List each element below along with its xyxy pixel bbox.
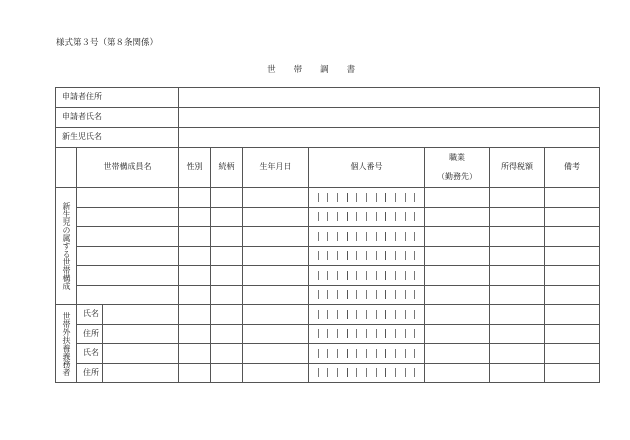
household-row bbox=[56, 227, 600, 247]
relationship-field[interactable] bbox=[211, 305, 243, 325]
taxable-income-field[interactable] bbox=[490, 266, 545, 286]
relationship-field[interactable] bbox=[211, 188, 243, 208]
digit-separator-tick bbox=[405, 349, 406, 358]
digit-separator-tick bbox=[366, 368, 367, 377]
digit-separator-tick bbox=[356, 271, 357, 280]
household-section-label: 新生児の属する世帯構成 bbox=[62, 202, 71, 290]
digit-separator-tick bbox=[327, 310, 328, 319]
household-section-label-cell bbox=[56, 188, 77, 305]
taxable-income-field[interactable] bbox=[490, 246, 545, 266]
gender-field[interactable] bbox=[179, 246, 211, 266]
column-header-row bbox=[56, 148, 600, 188]
digit-separator-tick bbox=[414, 310, 415, 319]
newborn-name-field[interactable] bbox=[179, 128, 600, 148]
dependent-row bbox=[56, 324, 600, 344]
relationship-field[interactable] bbox=[211, 227, 243, 247]
member-name-field[interactable] bbox=[77, 227, 179, 247]
digit-separator-tick bbox=[318, 368, 319, 377]
my-number-digit-group bbox=[347, 310, 386, 319]
digit-separator-tick bbox=[414, 251, 415, 260]
remarks-field[interactable] bbox=[545, 246, 600, 266]
my-number-field[interactable] bbox=[309, 246, 425, 266]
my-number-digit-group bbox=[385, 271, 424, 280]
digit-separator-tick bbox=[318, 310, 319, 319]
birthdate-field[interactable] bbox=[243, 285, 309, 305]
digit-separator-tick bbox=[327, 368, 328, 377]
header-occupation-sub: （勤務先） bbox=[437, 171, 478, 181]
digit-separator-tick bbox=[405, 310, 406, 319]
birthdate-field[interactable] bbox=[243, 363, 309, 383]
digit-separator-tick bbox=[405, 193, 406, 202]
taxable-income-field[interactable] bbox=[490, 285, 545, 305]
digit-separator-tick bbox=[366, 310, 367, 319]
gender-field[interactable] bbox=[179, 324, 211, 344]
digit-separator-tick bbox=[366, 232, 367, 241]
relationship-field[interactable] bbox=[211, 246, 243, 266]
digit-separator-tick bbox=[337, 290, 338, 299]
applicant-address-row bbox=[56, 88, 600, 108]
my-number-digit-group bbox=[385, 290, 424, 299]
digit-separator-tick bbox=[405, 251, 406, 260]
member-name-field[interactable] bbox=[77, 188, 179, 208]
digit-separator-tick bbox=[337, 329, 338, 338]
my-number-digit-group bbox=[347, 232, 386, 241]
digit-separator-tick bbox=[376, 193, 377, 202]
my-number-digit-grid bbox=[309, 368, 424, 377]
digit-separator-tick bbox=[414, 349, 415, 358]
relationship-field[interactable] bbox=[211, 266, 243, 286]
my-number-digit-group bbox=[347, 349, 386, 358]
relationship-field[interactable] bbox=[211, 285, 243, 305]
header-occupation bbox=[425, 148, 490, 188]
applicant-name-field[interactable] bbox=[179, 108, 600, 128]
occupation-field[interactable] bbox=[425, 324, 490, 344]
my-number-digit-group bbox=[347, 368, 386, 377]
header-member-name: 世帯構成員名 bbox=[77, 148, 179, 188]
relationship-field[interactable] bbox=[211, 344, 243, 364]
digit-separator-tick bbox=[376, 212, 377, 221]
header-birthdate: 生年月日 bbox=[243, 148, 309, 188]
applicant-name-label: 申請者氏名 bbox=[56, 108, 179, 128]
gender-field[interactable] bbox=[179, 266, 211, 286]
remarks-field[interactable] bbox=[545, 324, 600, 344]
my-number-digit-group bbox=[309, 251, 347, 260]
my-number-digit-group bbox=[347, 329, 386, 338]
dependent-row bbox=[56, 363, 600, 383]
digit-separator-tick bbox=[337, 271, 338, 280]
digit-separator-tick bbox=[405, 271, 406, 280]
applicant-address-label: 申請者住所 bbox=[56, 88, 179, 108]
header-occupation-label: 職業 bbox=[449, 153, 466, 163]
digit-separator-tick bbox=[366, 290, 367, 299]
my-number-digit-group bbox=[385, 232, 424, 241]
my-number-field[interactable] bbox=[309, 207, 425, 227]
digit-separator-tick bbox=[327, 251, 328, 260]
digit-separator-tick bbox=[405, 212, 406, 221]
digit-separator-tick bbox=[337, 349, 338, 358]
header-relationship: 続柄 bbox=[211, 148, 243, 188]
digit-separator-tick bbox=[405, 368, 406, 377]
dependents-section-label: 世帯外扶養義務者 bbox=[62, 311, 71, 376]
my-number-field[interactable] bbox=[309, 188, 425, 208]
dependent-row-label: 氏名 bbox=[77, 344, 103, 364]
digit-separator-tick bbox=[318, 193, 319, 202]
digit-separator-tick bbox=[327, 349, 328, 358]
dependents-section-label-cell bbox=[56, 305, 77, 383]
digit-separator-tick bbox=[376, 232, 377, 241]
my-number-field[interactable] bbox=[309, 305, 425, 325]
my-number-digit-group bbox=[309, 349, 347, 358]
occupation-field[interactable] bbox=[425, 207, 490, 227]
digit-separator-tick bbox=[327, 193, 328, 202]
digit-separator-tick bbox=[395, 193, 396, 202]
digit-separator-tick bbox=[327, 329, 328, 338]
my-number-digit-grid bbox=[309, 310, 424, 319]
digit-separator-tick bbox=[356, 212, 357, 221]
household-row bbox=[56, 285, 600, 305]
birthdate-field[interactable] bbox=[243, 227, 309, 247]
digit-separator-tick bbox=[376, 368, 377, 377]
dependent-row bbox=[56, 305, 600, 325]
household-row bbox=[56, 246, 600, 266]
digit-separator-tick bbox=[337, 212, 338, 221]
relationship-field[interactable] bbox=[211, 207, 243, 227]
digit-separator-tick bbox=[376, 251, 377, 260]
remarks-field[interactable] bbox=[545, 207, 600, 227]
occupation-field[interactable] bbox=[425, 305, 490, 325]
dependent-row bbox=[56, 344, 600, 364]
gender-field[interactable] bbox=[179, 227, 211, 247]
digit-separator-tick bbox=[376, 349, 377, 358]
digit-separator-tick bbox=[405, 290, 406, 299]
occupation-field[interactable] bbox=[425, 285, 490, 305]
remarks-field[interactable] bbox=[545, 266, 600, 286]
dependent-value-field[interactable] bbox=[103, 344, 179, 364]
my-number-digit-group bbox=[347, 251, 386, 260]
my-number-digit-group bbox=[309, 232, 347, 241]
my-number-field[interactable] bbox=[309, 266, 425, 286]
digit-separator-tick bbox=[395, 310, 396, 319]
household-form-table bbox=[55, 87, 600, 383]
digit-separator-tick bbox=[366, 251, 367, 260]
occupation-field[interactable] bbox=[425, 266, 490, 286]
household-row bbox=[56, 207, 600, 227]
taxable-income-field[interactable] bbox=[490, 344, 545, 364]
digit-separator-tick bbox=[376, 310, 377, 319]
birthdate-field[interactable] bbox=[243, 188, 309, 208]
newborn-name-row bbox=[56, 128, 600, 148]
digit-separator-tick bbox=[414, 232, 415, 241]
digit-separator-tick bbox=[395, 271, 396, 280]
taxable-income-field[interactable] bbox=[490, 207, 545, 227]
my-number-digit-grid bbox=[309, 251, 424, 260]
my-number-digit-group bbox=[385, 368, 424, 377]
my-number-field[interactable] bbox=[309, 324, 425, 344]
header-my-number: 個人番号 bbox=[309, 148, 425, 188]
digit-separator-tick bbox=[356, 329, 357, 338]
digit-separator-tick bbox=[405, 232, 406, 241]
remarks-field[interactable] bbox=[545, 285, 600, 305]
my-number-digit-group bbox=[347, 271, 386, 280]
my-number-digit-group bbox=[385, 193, 424, 202]
digit-separator-tick bbox=[395, 212, 396, 221]
digit-separator-tick bbox=[337, 368, 338, 377]
my-number-digit-group bbox=[347, 193, 386, 202]
my-number-digit-grid bbox=[309, 290, 424, 299]
relationship-field[interactable] bbox=[211, 324, 243, 344]
occupation-field[interactable] bbox=[425, 246, 490, 266]
my-number-digit-group bbox=[309, 368, 347, 377]
dependent-row-label: 住所 bbox=[77, 324, 103, 344]
birthdate-field[interactable] bbox=[243, 324, 309, 344]
header-remarks: 備考 bbox=[545, 148, 600, 188]
digit-separator-tick bbox=[395, 251, 396, 260]
form-number: 様式第３号（第８条関係） bbox=[56, 38, 159, 48]
digit-separator-tick bbox=[414, 212, 415, 221]
birthdate-field[interactable] bbox=[243, 305, 309, 325]
digit-separator-tick bbox=[318, 232, 319, 241]
relationship-field[interactable] bbox=[211, 363, 243, 383]
digit-separator-tick bbox=[318, 329, 319, 338]
my-number-digit-grid bbox=[309, 232, 424, 241]
digit-separator-tick bbox=[395, 329, 396, 338]
my-number-digit-group bbox=[385, 212, 424, 221]
my-number-digit-group bbox=[309, 290, 347, 299]
my-number-digit-grid bbox=[309, 329, 424, 338]
my-number-field[interactable] bbox=[309, 344, 425, 364]
my-number-digit-grid bbox=[309, 212, 424, 221]
dependent-row-label: 住所 bbox=[77, 363, 103, 383]
member-name-field[interactable] bbox=[77, 246, 179, 266]
digit-separator-tick bbox=[366, 349, 367, 358]
taxable-income-field[interactable] bbox=[490, 188, 545, 208]
digit-separator-tick bbox=[318, 251, 319, 260]
remarks-field[interactable] bbox=[545, 227, 600, 247]
digit-separator-tick bbox=[414, 329, 415, 338]
gender-field[interactable] bbox=[179, 305, 211, 325]
my-number-digit-group bbox=[385, 349, 424, 358]
my-number-digit-group bbox=[309, 310, 347, 319]
digit-separator-tick bbox=[318, 290, 319, 299]
header-blank-cell bbox=[56, 148, 77, 188]
digit-separator-tick bbox=[395, 290, 396, 299]
digit-separator-tick bbox=[337, 251, 338, 260]
birthdate-field[interactable] bbox=[243, 207, 309, 227]
taxable-income-field[interactable] bbox=[490, 363, 545, 383]
my-number-digit-group bbox=[309, 212, 347, 221]
my-number-digit-group bbox=[309, 193, 347, 202]
applicant-name-row bbox=[56, 108, 600, 128]
digit-separator-tick bbox=[327, 290, 328, 299]
gender-field[interactable] bbox=[179, 363, 211, 383]
gender-field[interactable] bbox=[179, 188, 211, 208]
digit-separator-tick bbox=[356, 193, 357, 202]
member-name-field[interactable] bbox=[77, 285, 179, 305]
dependent-value-field[interactable] bbox=[103, 305, 179, 325]
my-number-digit-grid bbox=[309, 271, 424, 280]
header-taxable-income: 所得税額 bbox=[490, 148, 545, 188]
my-number-digit-group bbox=[385, 329, 424, 338]
gender-field[interactable] bbox=[179, 344, 211, 364]
digit-separator-tick bbox=[318, 271, 319, 280]
my-number-digit-grid bbox=[309, 193, 424, 202]
gender-field[interactable] bbox=[179, 285, 211, 305]
my-number-field[interactable] bbox=[309, 285, 425, 305]
digit-separator-tick bbox=[327, 232, 328, 241]
digit-separator-tick bbox=[356, 232, 357, 241]
digit-separator-tick bbox=[405, 329, 406, 338]
my-number-digit-grid bbox=[309, 349, 424, 358]
remarks-field[interactable] bbox=[545, 188, 600, 208]
member-name-field[interactable] bbox=[77, 266, 179, 286]
birthdate-field[interactable] bbox=[243, 344, 309, 364]
digit-separator-tick bbox=[337, 193, 338, 202]
newborn-name-label: 新生児氏名 bbox=[56, 128, 179, 148]
digit-separator-tick bbox=[395, 349, 396, 358]
header-gender: 性別 bbox=[179, 148, 211, 188]
digit-separator-tick bbox=[366, 271, 367, 280]
taxable-income-field[interactable] bbox=[490, 227, 545, 247]
dependent-value-field[interactable] bbox=[103, 324, 179, 344]
household-row bbox=[56, 188, 600, 208]
digit-separator-tick bbox=[414, 271, 415, 280]
digit-separator-tick bbox=[366, 193, 367, 202]
my-number-digit-group bbox=[347, 290, 386, 299]
member-name-field[interactable] bbox=[77, 207, 179, 227]
gender-field[interactable] bbox=[179, 207, 211, 227]
digit-separator-tick bbox=[376, 271, 377, 280]
dependent-row-label: 氏名 bbox=[77, 305, 103, 325]
remarks-field[interactable] bbox=[545, 305, 600, 325]
birthdate-field[interactable] bbox=[243, 246, 309, 266]
remarks-field[interactable] bbox=[545, 363, 600, 383]
my-number-digit-group bbox=[309, 271, 347, 280]
digit-separator-tick bbox=[318, 212, 319, 221]
remarks-field[interactable] bbox=[545, 344, 600, 364]
digit-separator-tick bbox=[356, 251, 357, 260]
applicant-address-field[interactable] bbox=[179, 88, 600, 108]
digit-separator-tick bbox=[376, 290, 377, 299]
digit-separator-tick bbox=[414, 290, 415, 299]
digit-separator-tick bbox=[366, 329, 367, 338]
my-number-digit-group bbox=[309, 329, 347, 338]
digit-separator-tick bbox=[395, 232, 396, 241]
taxable-income-field[interactable] bbox=[490, 324, 545, 344]
my-number-digit-group bbox=[385, 310, 424, 319]
my-number-digit-group bbox=[385, 251, 424, 260]
digit-separator-tick bbox=[414, 368, 415, 377]
occupation-field[interactable] bbox=[425, 363, 490, 383]
dependent-value-field[interactable] bbox=[103, 363, 179, 383]
digit-separator-tick bbox=[356, 290, 357, 299]
occupation-field[interactable] bbox=[425, 188, 490, 208]
my-number-field[interactable] bbox=[309, 363, 425, 383]
digit-separator-tick bbox=[395, 368, 396, 377]
digit-separator-tick bbox=[356, 349, 357, 358]
digit-separator-tick bbox=[337, 232, 338, 241]
occupation-field[interactable] bbox=[425, 344, 490, 364]
taxable-income-field[interactable] bbox=[490, 305, 545, 325]
digit-separator-tick bbox=[356, 310, 357, 319]
digit-separator-tick bbox=[337, 310, 338, 319]
household-row bbox=[56, 266, 600, 286]
digit-separator-tick bbox=[366, 212, 367, 221]
digit-separator-tick bbox=[318, 349, 319, 358]
digit-separator-tick bbox=[356, 368, 357, 377]
birthdate-field[interactable] bbox=[243, 266, 309, 286]
occupation-field[interactable] bbox=[425, 227, 490, 247]
my-number-field[interactable] bbox=[309, 227, 425, 247]
digit-separator-tick bbox=[376, 329, 377, 338]
digit-separator-tick bbox=[327, 212, 328, 221]
my-number-digit-group bbox=[347, 212, 386, 221]
digit-separator-tick bbox=[414, 193, 415, 202]
digit-separator-tick bbox=[327, 271, 328, 280]
document-title: 世 帯 調 書 bbox=[267, 65, 363, 75]
